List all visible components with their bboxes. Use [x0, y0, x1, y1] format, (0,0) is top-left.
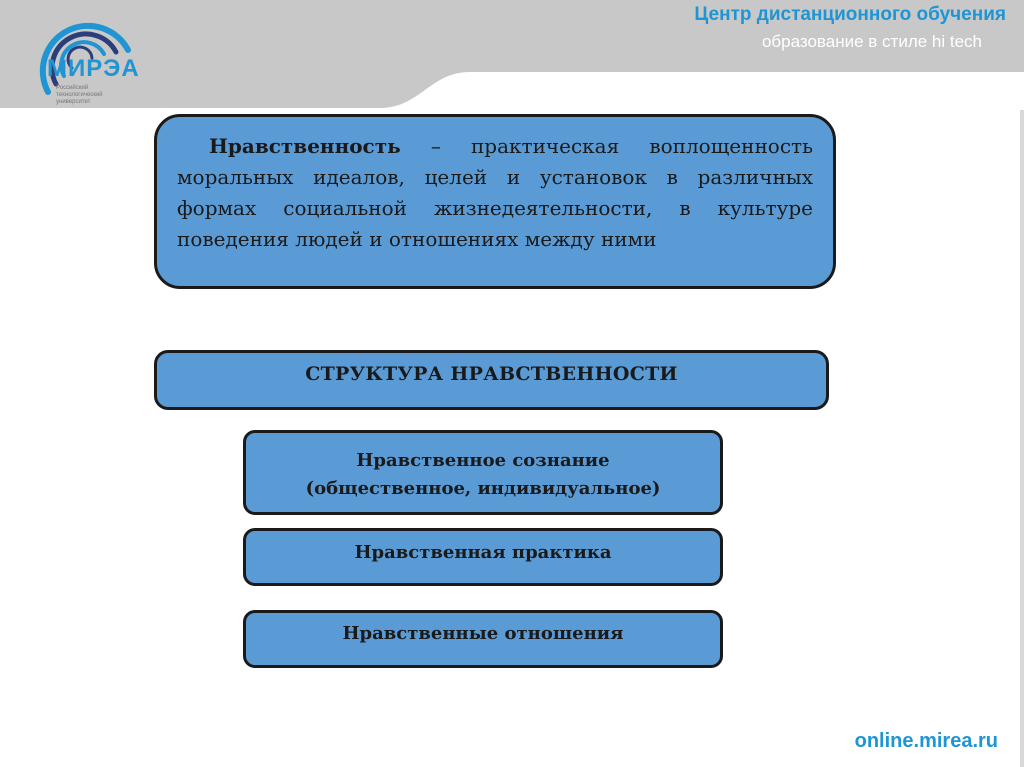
- structure-item-line: Нравственное сознание: [356, 450, 610, 471]
- structure-item-consciousness: [243, 430, 723, 515]
- mirea-logo: [0, 0, 170, 110]
- logo-name: МИРЭА: [47, 55, 140, 82]
- definition-body: – практическая воплощенность моральных идеалов, целей и установок в различных формах социальной жизнедеятельности, в культуре поведения людей и отношениях между ними: [177, 134, 813, 251]
- structure-title-box: [154, 350, 829, 410]
- header-subtitle: образование в стиле hi tech: [761, 32, 982, 51]
- definition-text: [177, 131, 813, 255]
- structure-item-practice: [243, 528, 723, 586]
- right-edge-divider: [1020, 110, 1024, 767]
- structure-item-line: Нравственные отношения: [342, 623, 624, 644]
- footer-website-link[interactable]: online.mirea.ru: [854, 730, 998, 752]
- definition-box: [154, 114, 836, 289]
- header-title: Центр дистанционного обучения: [694, 4, 1006, 25]
- definition-term: Нравственность: [209, 134, 401, 158]
- structure-title: СТРУКТУРА НРАВСТВЕННОСТИ: [305, 363, 678, 385]
- structure-item-relations: [243, 610, 723, 668]
- slide-header: [0, 0, 1024, 110]
- logo-subtitle: Российский технологический университет: [56, 85, 103, 105]
- structure-item-line: (общественное, индивидуальное): [305, 478, 661, 499]
- structure-item-line: Нравственная практика: [354, 542, 612, 563]
